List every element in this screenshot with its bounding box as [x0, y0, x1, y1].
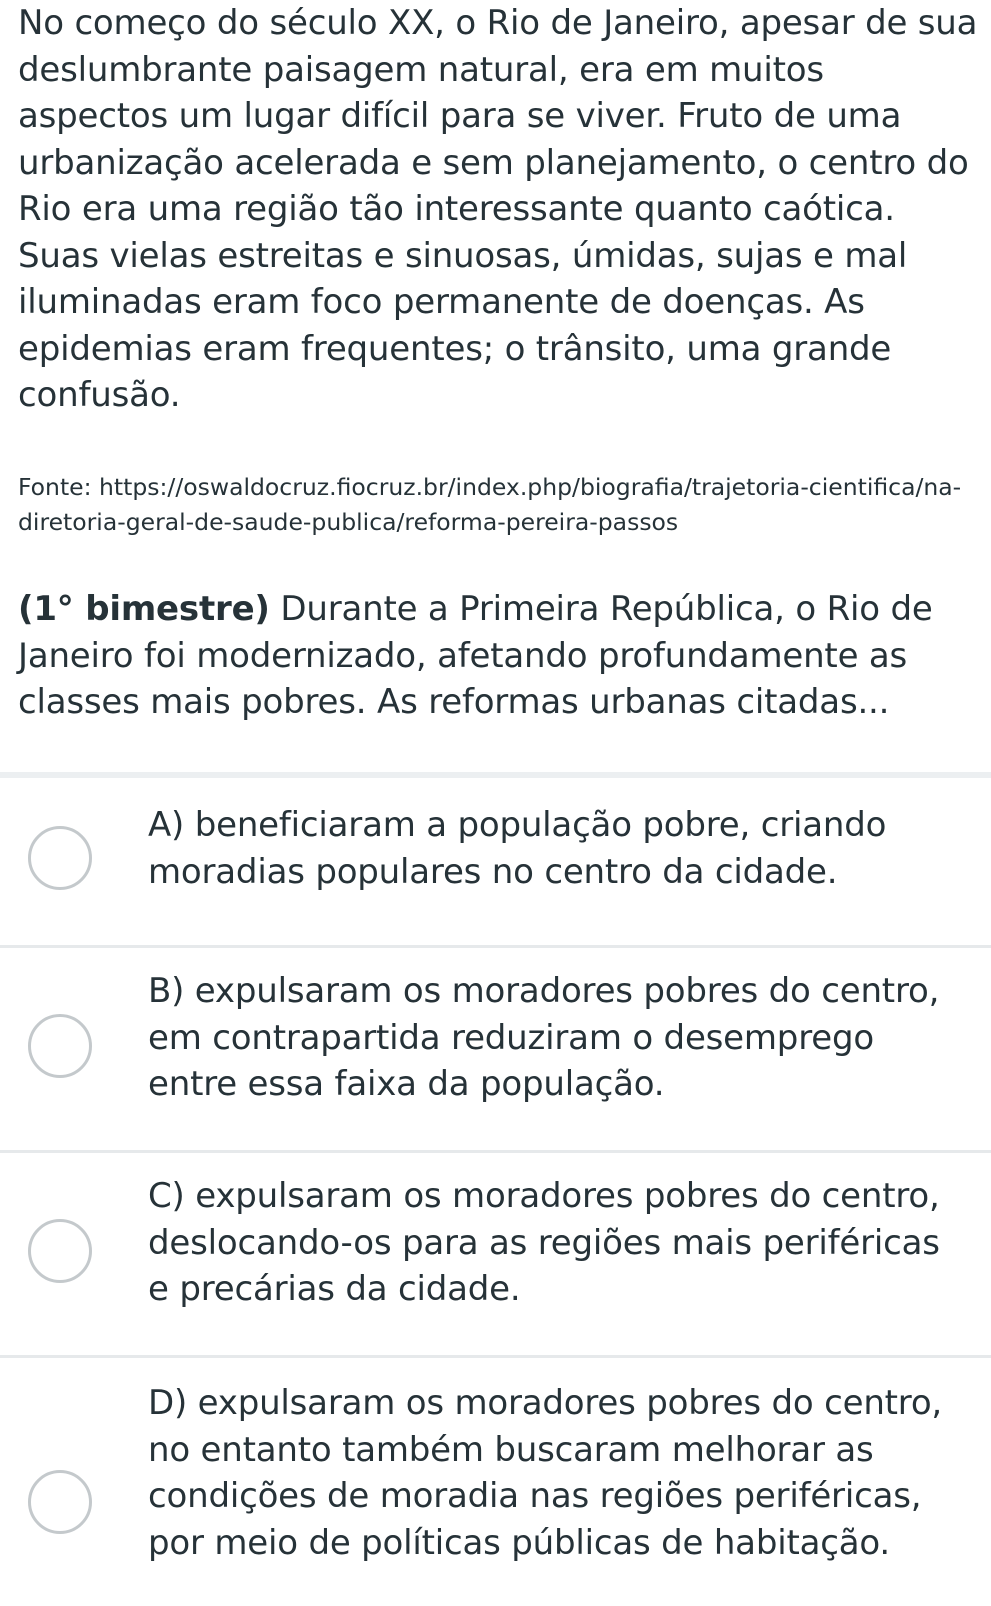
option-label: B) expulsaram os moradores pobres do centro, em contrapartida reduziram o desemprego entre essa faixa da população. — [148, 971, 940, 1104]
option-d[interactable] — [0, 1358, 991, 1606]
option-c[interactable] — [0, 1153, 991, 1355]
option-label: D) expulsaram os moradores pobres do centro, no entanto também buscaram melhorar as condições de moradia nas regiões periféricas, por meio de políticas públicas de habitação. — [148, 1383, 943, 1563]
radio-circle-icon[interactable] — [28, 1014, 92, 1078]
intro-text: No começo do século XX, o Rio de Janeiro, apesar de sua deslumbrante paisagem natural, era em muitos aspectos um lugar difícil para se viver. Fruto de uma urbanização acelerada e sem planejamento, o centro do Rio era uma região tão interessante quanto caótica. Suas vielas estreitas e sinuosas, úmidas, sujas e mal iluminadas eram foco permanente de doenças. As epidemias eram frequentes; o trânsito, uma grande confusão. — [18, 3, 978, 415]
option-label: C) expulsaram os moradores pobres do centro, deslocando-os para as regiões mais periféricas e precárias da cidade. — [148, 1176, 940, 1309]
radio-circle-icon[interactable] — [28, 1219, 92, 1283]
option-label: A) beneficiaram a população pobre, criando moradias populares no centro da cidade. — [148, 805, 887, 892]
source-citation: Fonte: https://oswaldocruz.fiocruz.br/index.php/biografia/trajetoria-cientifica/na-diretoria-geral-de-saude-publica/reforma-pereira-passos — [18, 473, 962, 536]
radio-circle-icon[interactable] — [28, 1470, 92, 1534]
option-b[interactable] — [0, 948, 991, 1150]
question-tag: (1° bimestre) — [18, 589, 270, 629]
radio-circle-icon[interactable] — [28, 826, 92, 890]
question-text: Durante a Primeira República, o Rio de Janeiro foi modernizado, afetando profundamente as classes mais pobres. As reformas urbanas citadas... — [18, 589, 933, 722]
question-prompt — [18, 586, 983, 726]
option-a[interactable] — [0, 778, 991, 945]
